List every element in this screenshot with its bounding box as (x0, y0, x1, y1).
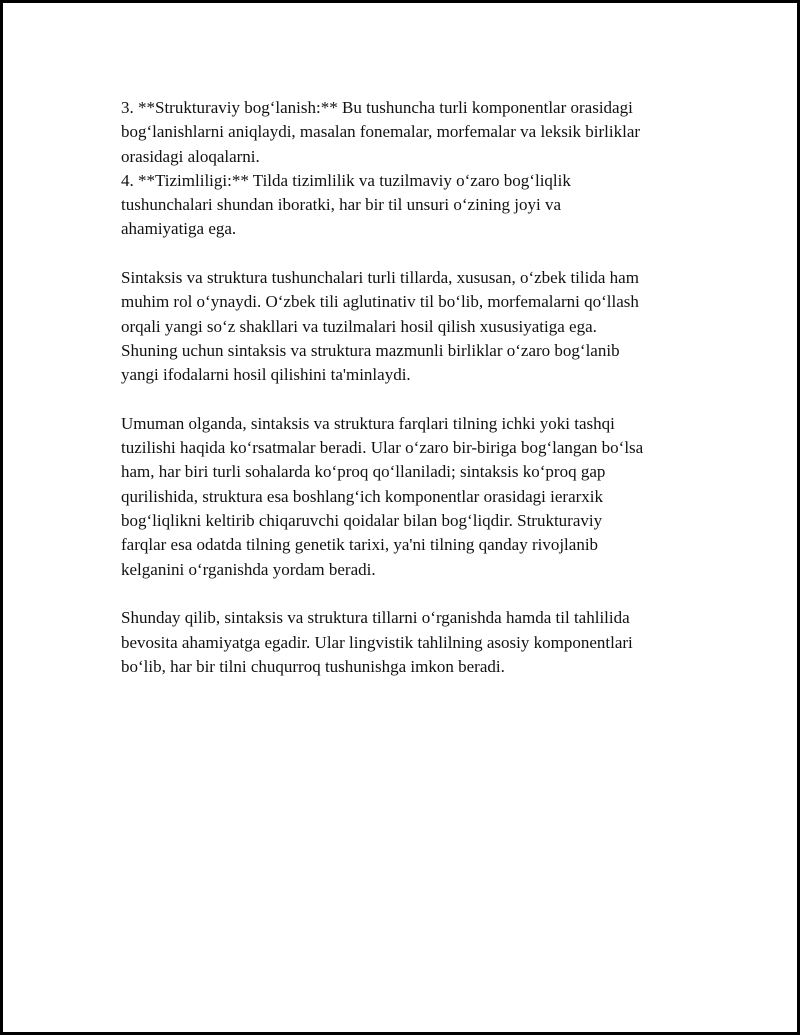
paragraph-conclusion: Shunday qilib, sintaksis va struktura tillarni o‘rganishda hamda til tahlilida bevosita ahamiyatga egadir. Ular lingvistik tahlilning asosiy komponentlari bo‘lib, har bir tilni chuqurroq tushunishga imkon beradi. (121, 608, 633, 676)
document-body (121, 96, 693, 679)
paragraph-syntax-structure: Sintaksis va struktura tushunchalari turli tillarda, xususan, o‘zbek tilida ham muhim rol o‘ynaydi. O‘zbek tili aglutinativ til bo‘lib, morfemalarni qo‘llash orqali yangi so‘z shakllari va tuzilmalari hosil qilish xususiyatiga ega. Shuning uchun sintaksis va struktura mazmunli birliklar o‘zaro bog‘lanib yangi ifodalarni hosil qilishini ta'minlaydi. (121, 268, 639, 385)
paragraph-list-items: 3. **Strukturaviy bog‘lanish:** Bu tushuncha turli komponentlar orasidagi bog‘lanishlarni aniqlaydi, masalan fonemalar, morfemalar va leksik birliklar orasidagi aloqalarni. 4. **Tizimliligi:** Tilda tizimlilik va tuzilmaviy o‘zaro bog‘liqlik tushunchalari shundan iboratki, har bir til unsuri o‘zining joyi va ahamiyatiga ega. (121, 98, 641, 239)
paragraph-overview: Umuman olganda, sintaksis va struktura farqlari tilning ichki yoki tashqi tuzilishi haqida ko‘rsatmalar beradi. Ular o‘zaro bir-biriga bog‘langan bo‘lsa ham, har biri turli sohalarda ko‘proq qo‘llaniladi; sintaksis ko‘proq gap qurilishida, struktura esa boshlang‘ich komponentlar orasidagi ierarxik bog‘liqlikni keltirib chiqaruvchi qoidalar bilan bog‘liqdir. Strukturaviy farqlar esa odatda tilning genetik tarixi, ya'ni tilning qanday rivojlanib kelganini o‘rganishda yordam beradi. (121, 413, 644, 579)
